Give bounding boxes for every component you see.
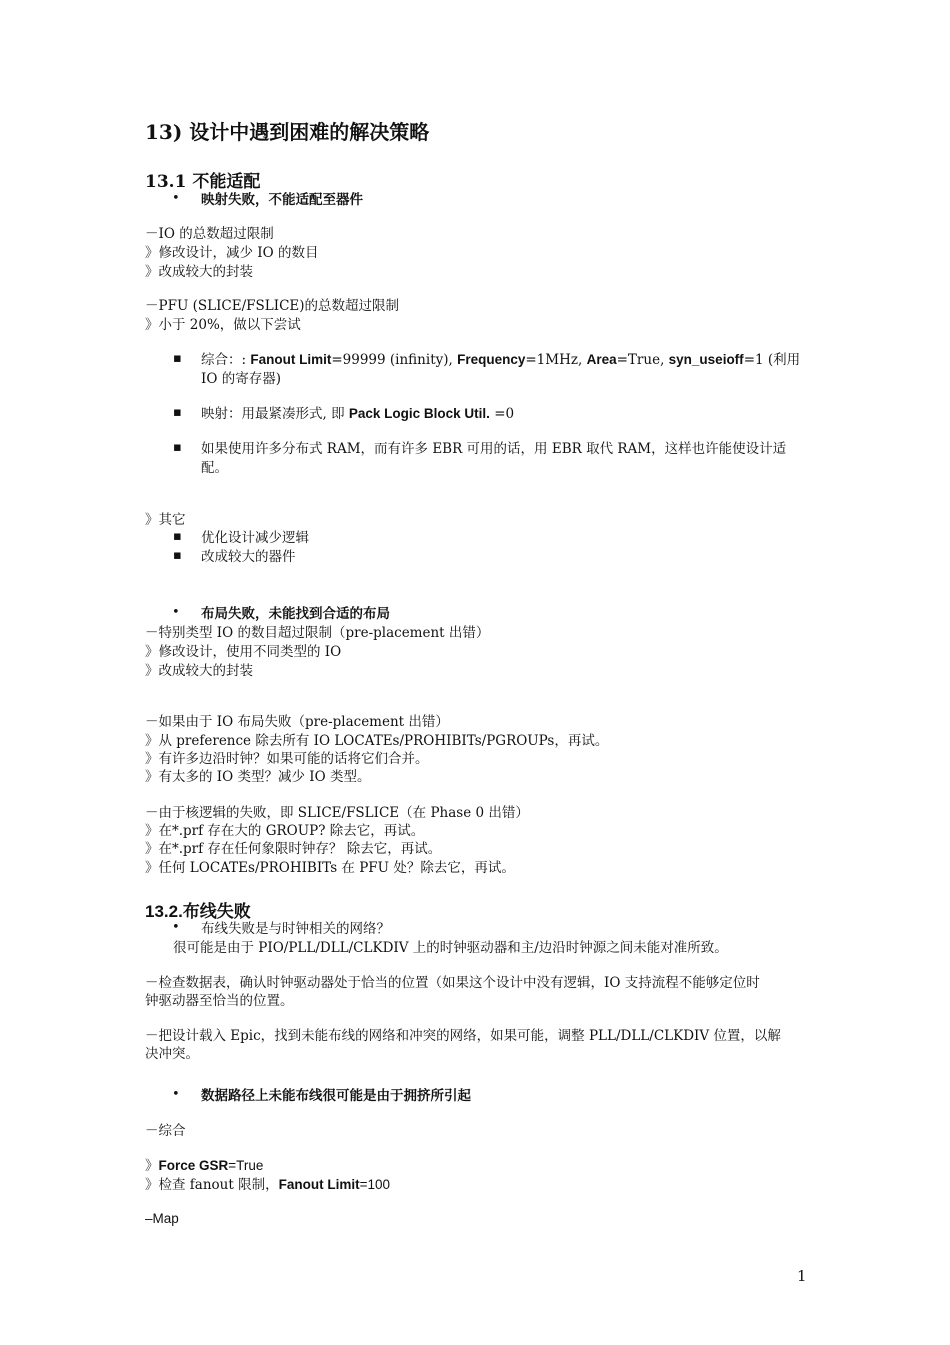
io-place-line: 》从 preference 除去所有 IO LOCATEs/PROHIBITs/PGROUPs，再试。 xyxy=(145,733,609,749)
epic-line-2: 决冲突。 xyxy=(145,1046,199,1062)
special-io-package-line: 》改成较大的封装 xyxy=(145,663,253,679)
core-logic-line: 》任何 LOCATEs/PROHIBITs 在 PFU 处？除去它，再试。 xyxy=(145,860,515,876)
synth-settings-line: 综合：: Fanout Limit=99999 (infinity), Frequency=1MHz, Area=True, syn_useioff=1 (利用 xyxy=(201,352,801,368)
force-gsr-line: 》Force GSR=True xyxy=(145,1158,264,1174)
map-line: –Map xyxy=(145,1211,179,1226)
round-bullet-icon: • xyxy=(172,1087,180,1102)
special-io-modify-line: 》修改设计，使用不同类型的 IO xyxy=(145,644,342,660)
other-item: 优化设计减少逻辑 xyxy=(201,530,309,546)
map-settings-line: 映射：用最紧凑形式, 即 Pack Logic Block Util. =0 xyxy=(201,406,515,422)
synth-line: －综合 xyxy=(145,1123,186,1139)
ebr-ram-line-2: 配。 xyxy=(201,460,228,476)
io-modify-line: 》修改设计，减少 IO 的数目 xyxy=(145,245,319,261)
datasheet-line: －检查数据表，确认时钟驱动器处于恰当的位置（如果这个设计中没有逻辑，IO 支持流程不能够定位时 xyxy=(145,975,760,991)
other-item: 改成较大的器件 xyxy=(201,549,296,565)
core-logic-line: 》在*.prf 存在大的 GROUP? 除去它，再试。 xyxy=(145,823,425,839)
page-title: 13) 设计中遇到困难的解决策略 xyxy=(145,120,430,144)
io-place-line: 》有太多的 IO 类型？减少 IO 类型。 xyxy=(145,769,371,785)
square-bullet-icon: ▪ xyxy=(173,548,182,563)
io-place-line: 》有许多边沿时钟？如果可能的话将它们合并。 xyxy=(145,751,429,767)
square-bullet-icon: ▪ xyxy=(173,529,182,544)
clock-net-explain: 很可能是由于 PIO/PLL/DLL/CLKDIV 上的时钟驱动器和主/边沿时钟源之间未能对准所致。 xyxy=(173,940,728,956)
section-heading-13-2: 13.2.布线失败 xyxy=(145,902,251,921)
io-place-line: －如果由于 IO 布局失败（pre-placement 出错） xyxy=(145,714,449,730)
square-bullet-icon: ▪ xyxy=(173,351,182,366)
synth-settings-line-2: IO 的寄存器) xyxy=(201,371,281,387)
round-bullet-icon: • xyxy=(172,191,180,206)
io-total-line: －IO 的总数超过限制 xyxy=(145,226,274,242)
other-line: 》其它 xyxy=(145,512,186,528)
io-package-line: 》改成较大的封装 xyxy=(145,264,253,280)
fanout-line: 》检查 fanout 限制，Fanout Limit=100 xyxy=(145,1177,390,1193)
pfu-sub-line: 》小于 20%，做以下尝试 xyxy=(145,317,301,333)
page-number: 1 xyxy=(797,1267,807,1285)
square-bullet-icon: ▪ xyxy=(173,440,182,455)
section-heading-13-1: 13.1 不能适配 xyxy=(145,172,261,192)
core-logic-line: －由于核逻辑的失败，即 SLICE/FSLICE（在 Phase 0 出错） xyxy=(145,805,529,821)
pfu-total-line: －PFU (SLICE/FSLICE)的总数超过限制 xyxy=(145,298,400,314)
bullet-map-failure: 映射失败，不能适配至器件 xyxy=(201,192,363,208)
round-bullet-icon: • xyxy=(172,920,180,935)
bullet-place-failure: 布局失败，未能找到合适的布局 xyxy=(201,606,390,622)
core-logic-line: 》在*.prf 存在任何象限时钟存？ 除去它，再试。 xyxy=(145,841,442,857)
bullet-congestion: 数据路径上未能布线很可能是由于拥挤所引起 xyxy=(201,1088,471,1104)
ebr-ram-line: 如果使用许多分布式 RAM，而有许多 EBR 可用的话，用 EBR 取代 RAM，这样也许能使设计适 xyxy=(201,441,787,457)
square-bullet-icon: ▪ xyxy=(173,405,182,420)
datasheet-line-2: 钟驱动器至恰当的位置。 xyxy=(145,993,294,1009)
special-io-line: －特别类型 IO 的数目超过限制（pre-placement 出错） xyxy=(145,625,490,641)
epic-line: －把设计载入 Epic，找到未能布线的网络和冲突的网络，如果可能，调整 PLL/DLL/CLKDIV 位置，以解 xyxy=(145,1028,781,1044)
bullet-clock-net: 布线失败是与时钟相关的网络？ xyxy=(201,921,390,937)
round-bullet-icon: • xyxy=(172,605,180,620)
